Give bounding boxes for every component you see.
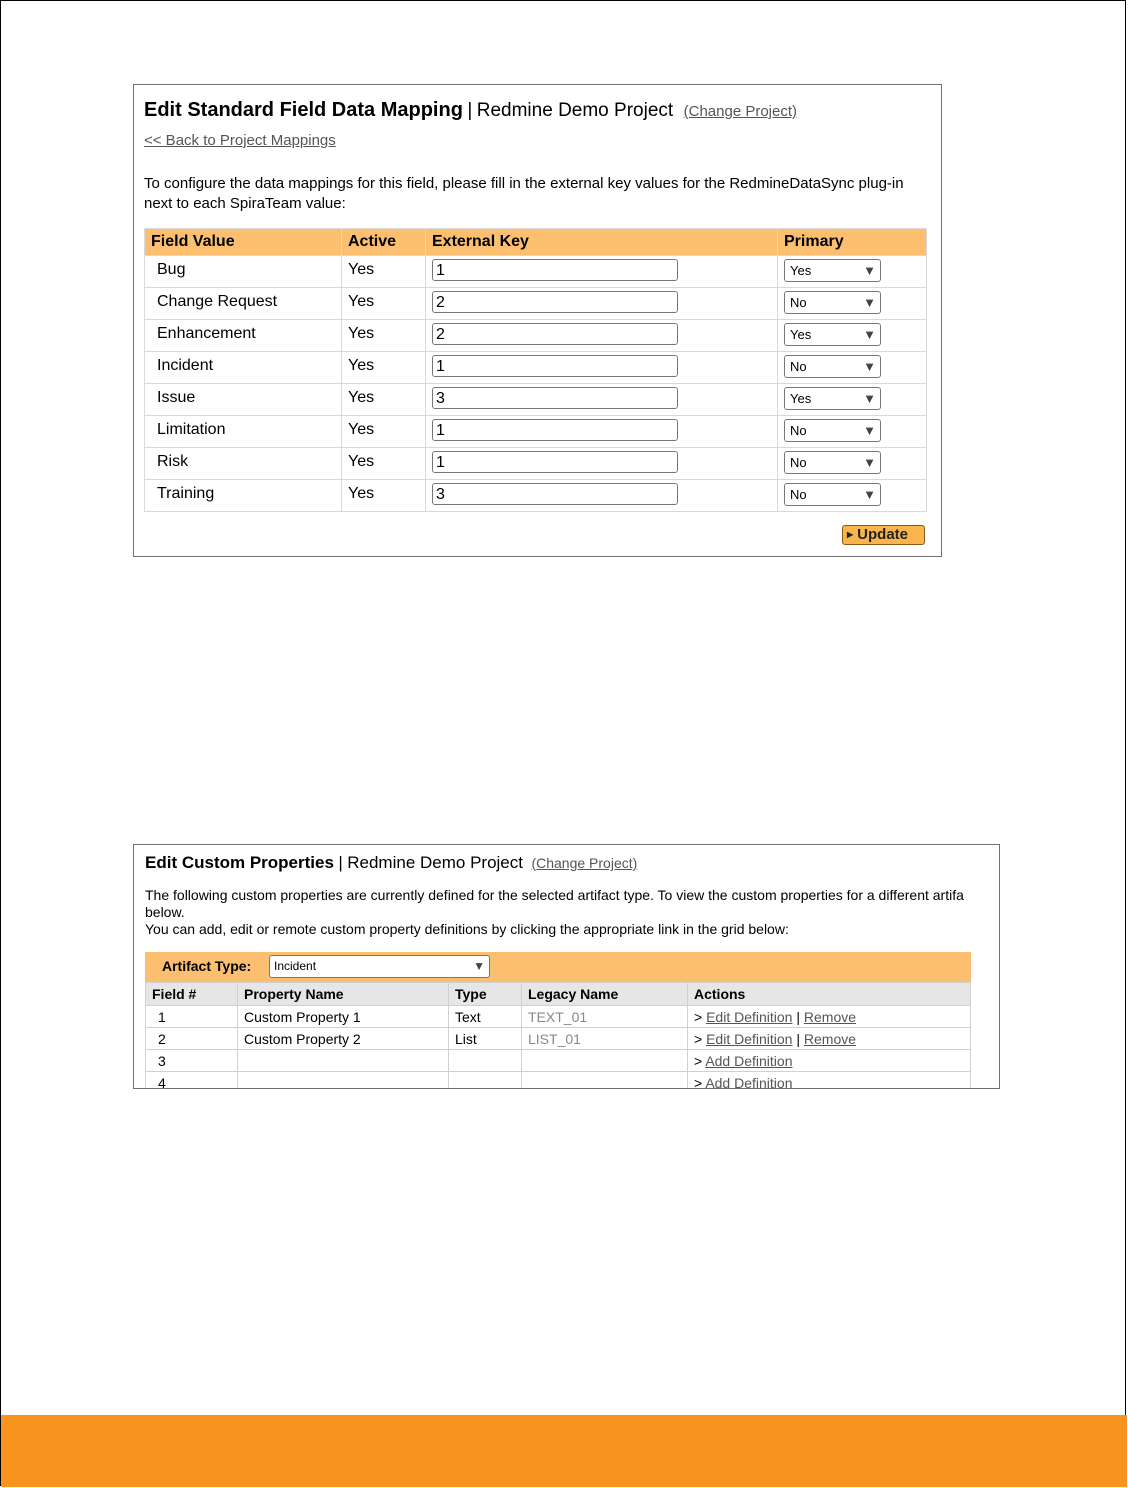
action-prefix: >	[694, 1052, 703, 1069]
field-number-cell: 1	[146, 1006, 238, 1028]
active-cell	[342, 448, 426, 480]
active-value: Yes	[348, 293, 375, 310]
primary-value: No	[790, 423, 807, 438]
header-active: Active	[342, 229, 426, 256]
field-number-cell: 3	[146, 1050, 238, 1072]
project-name: Redmine Demo Project	[476, 100, 674, 121]
mapping-table	[144, 228, 927, 512]
dropdown-arrow-icon: ▼	[863, 359, 876, 374]
description-line-1: The following custom properties are currently defined for the selected artifact type. To view the custom properties for a different artifa	[145, 887, 964, 903]
header-type: Type	[449, 983, 522, 1006]
action-separator: |	[796, 1008, 800, 1025]
dropdown-arrow-icon: ▼	[863, 391, 876, 406]
external-key-cell	[426, 320, 778, 352]
custom-properties-table	[145, 982, 971, 1089]
remove-link[interactable]: Remove	[803, 1008, 857, 1025]
update-button[interactable]	[842, 525, 925, 545]
primary-select[interactable]	[784, 419, 881, 442]
header-primary: Primary	[778, 229, 927, 256]
field-value-cell	[145, 448, 342, 480]
field-value-cell	[145, 256, 342, 288]
active-cell	[342, 384, 426, 416]
dropdown-arrow-icon: ▼	[863, 455, 876, 470]
action-separator: |	[796, 1030, 800, 1047]
table-row	[146, 1072, 971, 1090]
field-value-cell	[145, 416, 342, 448]
external-key-input[interactable]: 2	[432, 291, 678, 313]
table-row	[146, 1006, 971, 1028]
artifact-type-label: Artifact Type:	[162, 958, 252, 974]
artifact-type-value: Incident	[274, 959, 317, 973]
active-value: Yes	[348, 261, 375, 278]
dropdown-arrow-icon: ▼	[863, 327, 876, 342]
table-row	[145, 320, 927, 352]
instructions-text: To configure the data mappings for this field, please fill in the external key values for the RedmineDataSync plug-in next to each SpiraTeam value:	[144, 175, 904, 212]
primary-select[interactable]	[784, 323, 881, 346]
external-key-cell	[426, 352, 778, 384]
external-key-input[interactable]: 1	[432, 419, 678, 441]
dropdown-arrow-icon: ▼	[863, 487, 876, 502]
field-value-cell	[145, 320, 342, 352]
action-prefix: >	[694, 1030, 703, 1047]
footer-bar	[1, 1415, 1127, 1487]
active-cell	[342, 416, 426, 448]
primary-cell	[778, 352, 927, 384]
table-row	[145, 256, 927, 288]
action-prefix: >	[694, 1074, 703, 1089]
active-cell	[342, 256, 426, 288]
active-value: Yes	[348, 421, 375, 438]
primary-select[interactable]	[784, 387, 881, 410]
external-key-input[interactable]: 1	[432, 355, 678, 377]
dropdown-arrow-icon: ▼	[863, 423, 876, 438]
field-value: Bug	[157, 261, 186, 278]
remove-link[interactable]: Remove	[803, 1030, 857, 1047]
external-key-input[interactable]: 3	[432, 387, 678, 409]
legacy-name-cell: LIST_01	[522, 1028, 688, 1050]
property-name-cell	[238, 1050, 449, 1072]
property-name-cell	[238, 1072, 449, 1090]
external-key-cell	[426, 384, 778, 416]
field-value: Incident	[157, 357, 214, 374]
primary-value: No	[790, 487, 807, 502]
primary-select[interactable]	[784, 355, 881, 378]
property-name-cell: Custom Property 1	[238, 1006, 449, 1028]
active-cell	[342, 288, 426, 320]
primary-cell	[778, 448, 927, 480]
primary-value: Yes	[790, 263, 812, 278]
primary-value: Yes	[790, 327, 812, 342]
table-header-row	[145, 229, 927, 256]
table-row	[145, 416, 927, 448]
primary-cell	[778, 288, 927, 320]
active-cell	[342, 480, 426, 512]
description-line-3: You can add, edit or remote custom property definitions by clicking the appropriate link in the grid below:	[145, 921, 789, 937]
dropdown-arrow-icon: ▼	[863, 295, 876, 310]
header-external-key: External Key	[426, 229, 778, 256]
primary-cell	[778, 256, 927, 288]
table-row	[145, 448, 927, 480]
active-value: Yes	[348, 453, 375, 470]
external-key-input[interactable]: 2	[432, 323, 678, 345]
dropdown-arrow-icon: ▼	[473, 959, 485, 973]
type-cell	[449, 1050, 522, 1072]
primary-select[interactable]	[784, 259, 881, 282]
title-separator: |	[467, 100, 473, 121]
legacy-name-cell	[522, 1050, 688, 1072]
header-property-name: Property Name	[238, 983, 449, 1006]
artifact-type-select[interactable]	[269, 955, 490, 978]
table-row	[146, 1050, 971, 1072]
external-key-input[interactable]: 1	[432, 259, 678, 281]
primary-select[interactable]	[784, 291, 881, 314]
primary-select[interactable]	[784, 451, 881, 474]
actions-cell	[688, 1050, 971, 1072]
add-definition-link[interactable]: Add Definition	[705, 1074, 793, 1089]
external-key-input[interactable]: 1	[432, 451, 678, 473]
table-row	[146, 1028, 971, 1050]
edit-definition-link[interactable]: Edit Definition	[706, 1008, 793, 1025]
field-value-cell	[145, 384, 342, 416]
primary-value: Yes	[790, 391, 812, 406]
change-project-link[interactable]: (Change Project)	[683, 103, 798, 120]
table-row	[145, 288, 927, 320]
primary-value: No	[790, 295, 807, 310]
active-value: Yes	[348, 485, 375, 502]
type-cell	[449, 1072, 522, 1090]
play-icon: ▶	[847, 530, 854, 539]
actions-cell	[688, 1072, 971, 1090]
custom-properties-panel	[133, 844, 1000, 1089]
field-value: Change Request	[157, 293, 278, 310]
header-legacy-name: Legacy Name	[522, 983, 688, 1006]
primary-cell	[778, 384, 927, 416]
table-row	[145, 384, 927, 416]
change-project-link[interactable]: (Change Project)	[531, 855, 638, 871]
actions-cell	[688, 1028, 971, 1050]
active-cell	[342, 352, 426, 384]
field-value: Training	[157, 485, 215, 502]
active-value: Yes	[348, 389, 375, 406]
primary-select[interactable]	[784, 483, 881, 506]
active-value: Yes	[348, 357, 375, 374]
action-prefix: >	[694, 1008, 703, 1025]
field-value: Risk	[157, 453, 189, 470]
dropdown-arrow-icon: ▼	[863, 263, 876, 278]
type-cell: List	[449, 1028, 522, 1050]
update-label: Update	[857, 526, 908, 543]
project-name: Redmine Demo Project	[347, 853, 523, 872]
title-separator: |	[338, 853, 343, 872]
description-line-2: below.	[145, 904, 185, 920]
standard-field-mapping-panel	[133, 84, 942, 557]
field-number-cell: 4	[146, 1072, 238, 1090]
external-key-cell	[426, 480, 778, 512]
field-value: Issue	[157, 389, 196, 406]
active-value: Yes	[348, 325, 375, 342]
external-key-cell	[426, 288, 778, 320]
title-text: Edit Custom Properties	[145, 853, 334, 872]
artifact-type-bar	[145, 952, 971, 982]
page-title	[144, 99, 797, 122]
header-actions: Actions	[688, 983, 971, 1006]
primary-cell	[778, 480, 927, 512]
table-header-row	[146, 983, 971, 1006]
external-key-cell	[426, 448, 778, 480]
primary-cell	[778, 416, 927, 448]
table-row	[145, 480, 927, 512]
field-value: Enhancement	[157, 325, 256, 342]
field-value-cell	[145, 288, 342, 320]
back-to-project-mappings-link[interactable]: << Back to Project Mappings	[144, 132, 336, 149]
legacy-name-cell: TEXT_01	[522, 1006, 688, 1028]
property-name-cell: Custom Property 2	[238, 1028, 449, 1050]
primary-cell	[778, 320, 927, 352]
field-value: Limitation	[157, 421, 226, 438]
active-cell	[342, 320, 426, 352]
primary-value: No	[790, 359, 807, 374]
type-cell: Text	[449, 1006, 522, 1028]
table-row	[145, 352, 927, 384]
external-key-cell	[426, 416, 778, 448]
add-definition-link[interactable]: Add Definition	[705, 1052, 793, 1069]
edit-definition-link[interactable]: Edit Definition	[706, 1030, 793, 1047]
header-field-number: Field #	[146, 983, 238, 1006]
legacy-name-cell	[522, 1072, 688, 1090]
external-key-cell	[426, 256, 778, 288]
external-key-input[interactable]: 3	[432, 483, 678, 505]
field-number-cell: 2	[146, 1028, 238, 1050]
primary-value: No	[790, 455, 807, 470]
header-field-value: Field Value	[145, 229, 342, 256]
field-value-cell	[145, 352, 342, 384]
field-value-cell	[145, 480, 342, 512]
actions-cell	[688, 1006, 971, 1028]
title-text: Edit Standard Field Data Mapping	[144, 99, 463, 121]
custom-properties-title	[145, 853, 637, 873]
